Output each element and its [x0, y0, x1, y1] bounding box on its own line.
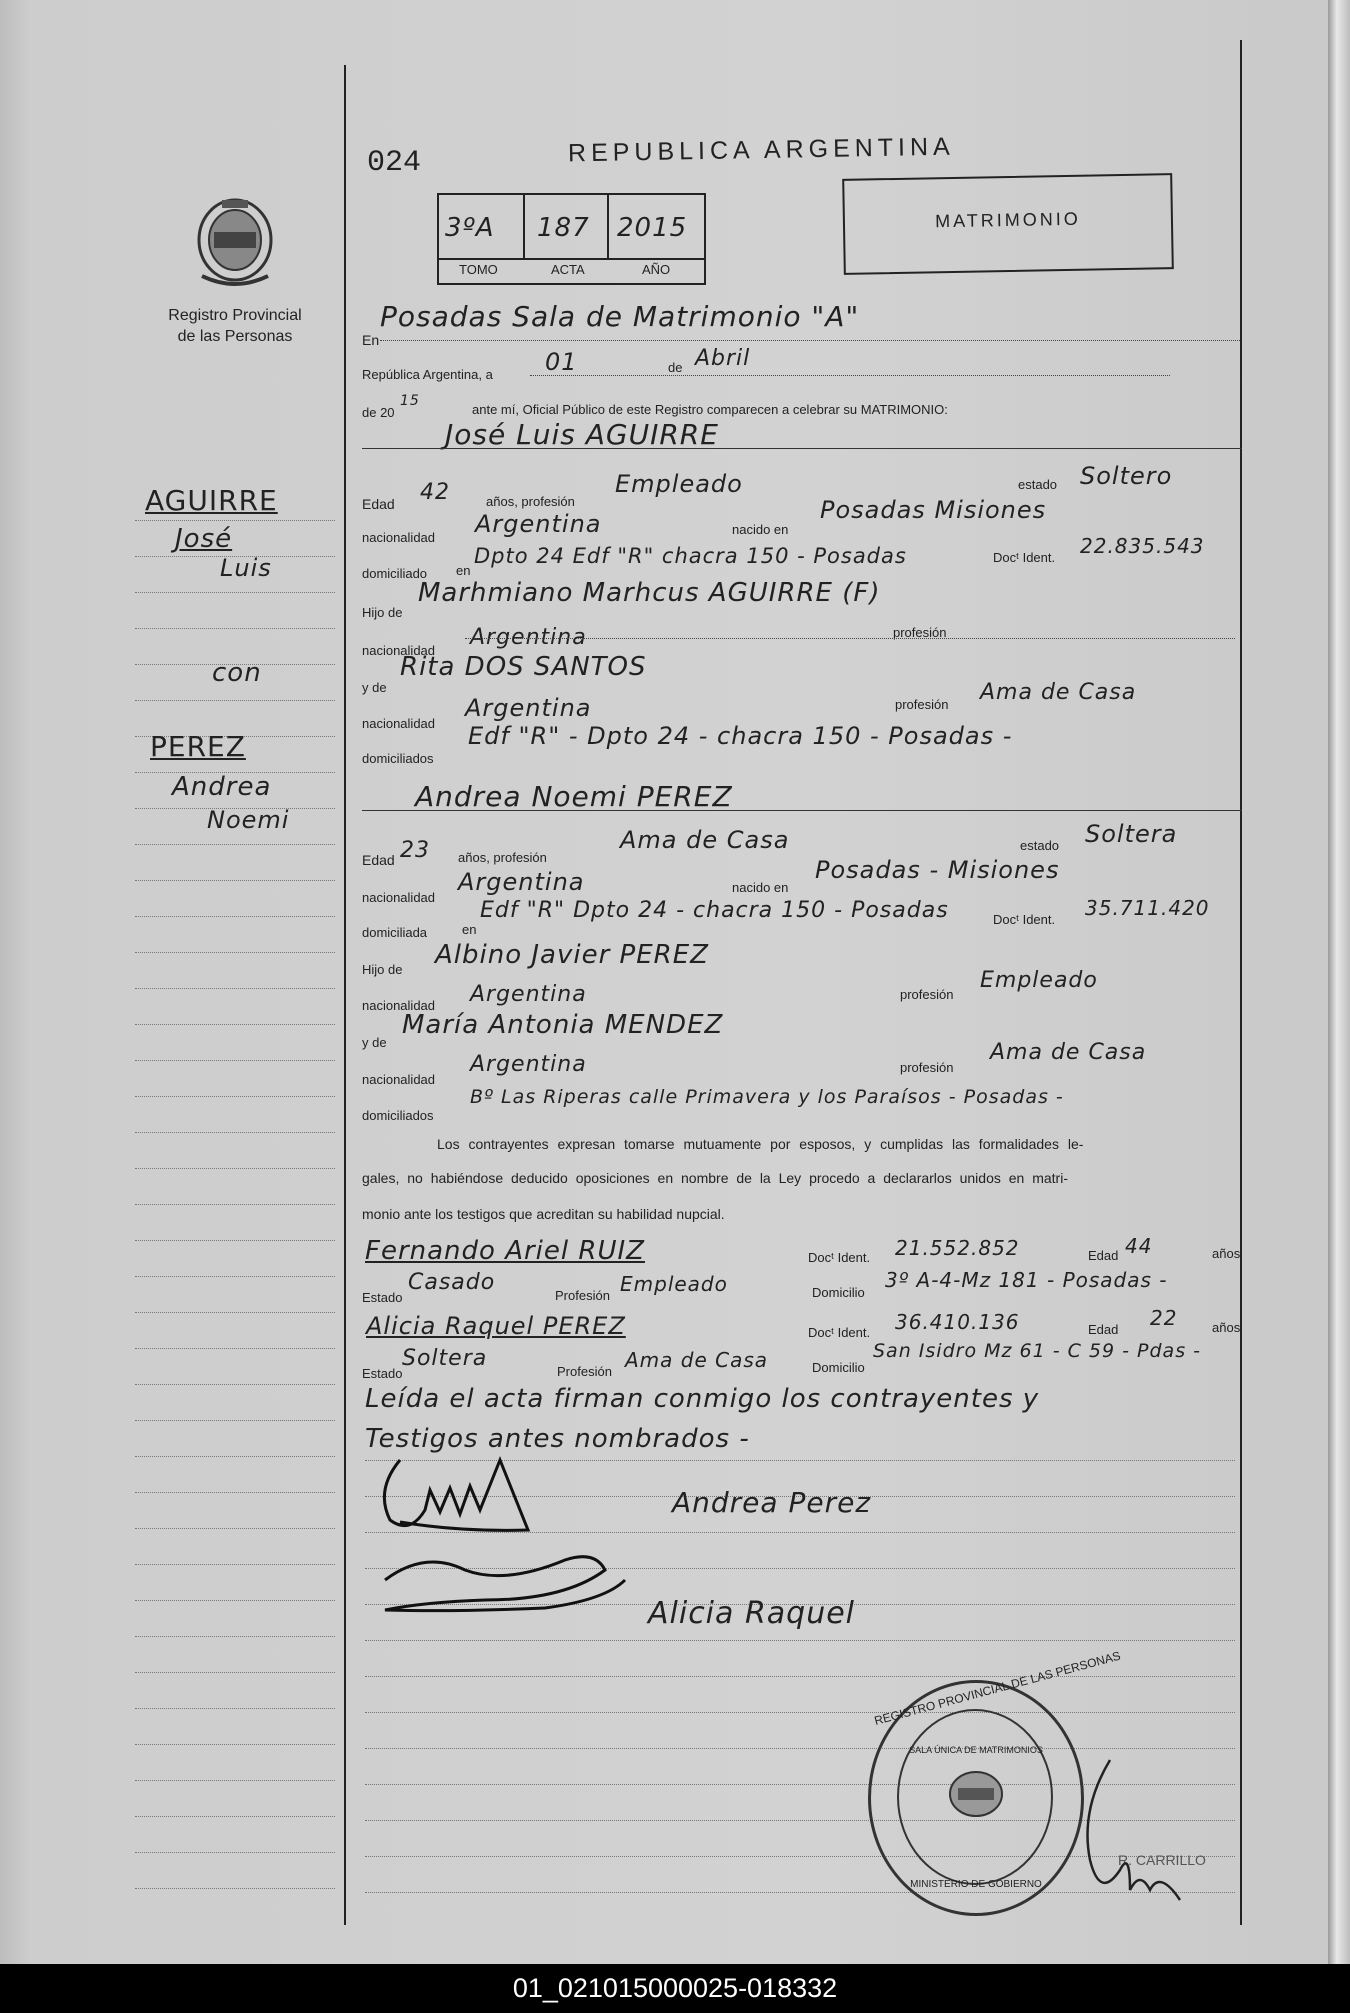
bride-nationality: Argentina — [458, 868, 585, 896]
margin-ruling — [135, 0, 335, 1964]
bride-doc-label: Docᵗ Ident. — [993, 912, 1056, 927]
bride-mother-nationality: Argentina — [470, 1052, 587, 1077]
bride-father: Albino Javier PEREZ — [435, 940, 709, 970]
groom-doc-label: Docᵗ Ident. — [993, 550, 1056, 565]
registry-name-line2: de las Personas — [177, 328, 293, 345]
registry-name-line1: Registro Provincial — [168, 307, 302, 324]
bride-nacido-label: nacido en — [732, 880, 789, 895]
groom-nationality: Argentina — [475, 510, 602, 538]
bride-en-label: en — [462, 922, 477, 937]
groom-yde-label: y de — [362, 680, 387, 695]
witness-signature: Alicia Raquel — [648, 1596, 856, 1631]
bride-anos-prof-label: años, profesión — [458, 850, 547, 865]
statement-text: ante mí, Oficial Público de este Registro comparecen a celebrar su MATRIMONIO: — [472, 402, 948, 417]
stamp-emblem-icon — [946, 1768, 1006, 1820]
witness-1-name: Fernando Ariel RUIZ — [365, 1236, 645, 1266]
bride-father-profession: Empleado — [980, 968, 1098, 993]
groom-hijo-label: Hijo de — [362, 605, 403, 620]
closing-line1: Leída el acta firman conmigo los contrayentes y — [365, 1384, 1040, 1414]
groom-father-nationality: Argentina — [470, 625, 587, 650]
witness-2-anos-label: años — [1212, 1320, 1241, 1335]
groom-en-label: en — [456, 563, 471, 578]
witness-2-doc: 36.410.136 — [895, 1310, 1020, 1334]
closing-line2: Testigos antes nombrados - — [365, 1424, 750, 1454]
witness-2-address: San Isidro Mz 61 - C 59 - Pdas - — [873, 1340, 1201, 1362]
groom-father-prof-label: profesión — [893, 625, 947, 640]
witness-1-address: 3º A-4-Mz 181 - Posadas - — [885, 1268, 1168, 1292]
right-margin-line — [1240, 40, 1242, 1925]
bride-full-name: Andrea Noemi PEREZ — [415, 780, 733, 813]
anio-value: 2015 — [617, 213, 688, 243]
bride-profession: Ama de Casa — [620, 826, 790, 854]
file-id-footer: 01_021015000025-018332 — [0, 1964, 1350, 2013]
bride-edad-label: Edad — [362, 852, 395, 868]
bride-mother-profession: Ama de Casa — [990, 1040, 1147, 1065]
groom-parents-address: Edf "R" - Dpto 24 - chacra 150 - Posadas - — [468, 722, 1013, 750]
bride-father-prof-label: profesión — [900, 987, 954, 1002]
bride-nac-label: nacionalidad — [362, 890, 436, 905]
groom-dom-label: domiciliado — [362, 566, 428, 581]
groom-mother-profession: Ama de Casa — [980, 680, 1137, 705]
tomo-acta-anio-table — [437, 193, 706, 285]
officer-final-signature — [1050, 1750, 1200, 1910]
groom-birthplace: Posadas Misiones — [820, 496, 1047, 524]
groom-estado: Soltero — [1080, 462, 1173, 490]
margin-con: con — [212, 658, 262, 688]
witness-1-anos-label: años — [1212, 1246, 1241, 1261]
bride-estado: Soltera — [1085, 820, 1178, 848]
bride-signature: Andrea Perez — [672, 1486, 872, 1519]
declaration-line1: Los contrayentes expresan tomarse mutuamente por esposos, y cumplidas las formalidades le- — [437, 1136, 1084, 1152]
country-title: REPUBLICA ARGENTINA — [567, 132, 955, 168]
witness-2-estado: Soltera — [402, 1346, 488, 1371]
witness-2-dom-label: Domicilio — [812, 1360, 865, 1375]
officer-signature — [370, 1450, 540, 1540]
witness-1-doc-label: Docᵗ Ident. — [808, 1250, 871, 1265]
bride-estado-label: estado — [1020, 838, 1060, 853]
acta-label: ACTA — [551, 262, 585, 277]
groom-estado-label: estado — [1018, 477, 1058, 492]
tomo-value: 3ºA — [445, 213, 495, 243]
witness-2-profession: Ama de Casa — [625, 1348, 769, 1372]
stamp-inner-top: SALA ÚNICA DE MATRIMONIOS — [909, 1745, 1043, 1755]
stamp-inner-bottom: MINISTERIO DE GOBIERNO — [910, 1879, 1042, 1890]
groom-father-nac-label: nacionalidad — [362, 643, 436, 658]
bride-age: 23 — [400, 838, 430, 863]
groom-nac-label: nacionalidad — [362, 530, 436, 545]
stamp-ring-text: REGISTRO PROVINCIAL DE LAS PERSONAS — [872, 1648, 1123, 1728]
left-margin-line — [344, 65, 346, 1925]
tomo-label: TOMO — [459, 262, 498, 277]
en-label: En — [362, 332, 380, 348]
groom-signature — [365, 1540, 645, 1620]
witness-1-estado-label: Estado — [362, 1290, 403, 1305]
witness-2-prof-label: Profesión — [557, 1364, 612, 1379]
margin-groom-surname: AGUIRRE — [145, 484, 278, 517]
doc-type: MATRIMONIO — [934, 208, 1081, 232]
book-binding — [1328, 0, 1350, 1964]
page-number: 024 — [367, 146, 422, 180]
declaration-line3: monio ante los testigos que acreditan su habilidad nupcial. — [362, 1206, 725, 1222]
republica-label: República Argentina, a — [362, 367, 493, 382]
witness-1-prof-label: Profesión — [555, 1288, 610, 1303]
year-suffix-value: 15 — [400, 393, 420, 409]
groom-full-name: José Luis AGUIRRE — [445, 418, 719, 451]
provincial-crest-icon — [192, 196, 278, 292]
groom-age: 42 — [420, 480, 450, 505]
bride-address: Edf "R" Dpto 24 - chacra 150 - Posadas — [480, 898, 949, 923]
bride-yde-label: y de — [362, 1035, 387, 1050]
bride-doc: 35.711.420 — [1085, 896, 1210, 920]
witness-2-doc-label: Docᵗ Ident. — [808, 1325, 871, 1340]
groom-father: Marhmiano Marhcus AGUIRRE (F) — [418, 578, 881, 608]
witness-1-dom-label: Domicilio — [812, 1285, 865, 1300]
groom-edad-label: Edad — [362, 496, 395, 512]
groom-nacido-label: nacido en — [732, 522, 789, 537]
bride-parents-dom-label: domiciliados — [362, 1108, 434, 1123]
anio-label: AÑO — [642, 262, 671, 277]
groom-parents-dom-label: domiciliados — [362, 751, 434, 766]
bride-birthplace: Posadas - Misiones — [815, 856, 1060, 884]
witness-2-age: 22 — [1150, 1306, 1178, 1330]
de20-label: de 20 — [362, 405, 395, 420]
bride-parents-address: Bº Las Riperas calle Primavera y los Paraísos - Posadas - — [470, 1086, 1064, 1108]
groom-doc: 22.835.543 — [1080, 534, 1205, 558]
de-label: de — [668, 360, 683, 375]
month-value: Abril — [695, 346, 751, 371]
groom-address: Dpto 24 Edf "R" chacra 150 - Posadas — [474, 544, 907, 568]
day-value: 01 — [545, 348, 578, 376]
place-value: Posadas Sala de Matrimonio "A" — [380, 300, 860, 333]
witness-2-name: Alicia Raquel PEREZ — [366, 1312, 626, 1340]
bride-mother-nac-label: nacionalidad — [362, 1072, 436, 1087]
witness-1-age: 44 — [1125, 1234, 1153, 1258]
declaration-line2: gales, no habiéndose deducido oposiciones en nombre de la Ley procedo a declararlos unidos en matri- — [362, 1170, 1068, 1186]
bride-dom-label: domiciliada — [362, 925, 428, 940]
bride-mother-prof-label: profesión — [900, 1060, 954, 1075]
margin-groom-name1: José — [175, 524, 233, 554]
groom-mother-nationality: Argentina — [465, 694, 592, 722]
bride-father-nationality: Argentina — [470, 982, 587, 1007]
groom-mother-nac-label: nacionalidad — [362, 716, 436, 731]
bride-father-nac-label: nacionalidad — [362, 998, 436, 1013]
groom-profession: Empleado — [615, 470, 743, 498]
doc-type-box — [842, 173, 1174, 275]
margin-groom-name2: Luis — [220, 554, 272, 582]
witness-1-profession: Empleado — [620, 1272, 728, 1296]
witness-2-edad-label: Edad — [1088, 1322, 1119, 1337]
groom-anos-prof-label: años, profesión — [486, 494, 575, 509]
officer-name: R. CARRILLO — [1118, 1852, 1206, 1868]
bride-mother: María Antonia MENDEZ — [402, 1010, 724, 1040]
bride-hijo-label: Hijo de — [362, 962, 403, 977]
witness-2-estado-label: Estado — [362, 1366, 403, 1381]
margin-bride-name2: Noemi — [207, 806, 290, 834]
groom-mother: Rita DOS SANTOS — [400, 652, 647, 682]
witness-1-edad-label: Edad — [1088, 1248, 1119, 1263]
witness-1-doc: 21.552.852 — [895, 1236, 1020, 1260]
witness-1-estado: Casado — [408, 1270, 496, 1295]
groom-mother-prof-label: profesión — [895, 697, 949, 712]
acta-value: 187 — [537, 213, 590, 243]
margin-bride-surname: PEREZ — [150, 730, 246, 763]
margin-bride-name1: Andrea — [172, 772, 272, 802]
